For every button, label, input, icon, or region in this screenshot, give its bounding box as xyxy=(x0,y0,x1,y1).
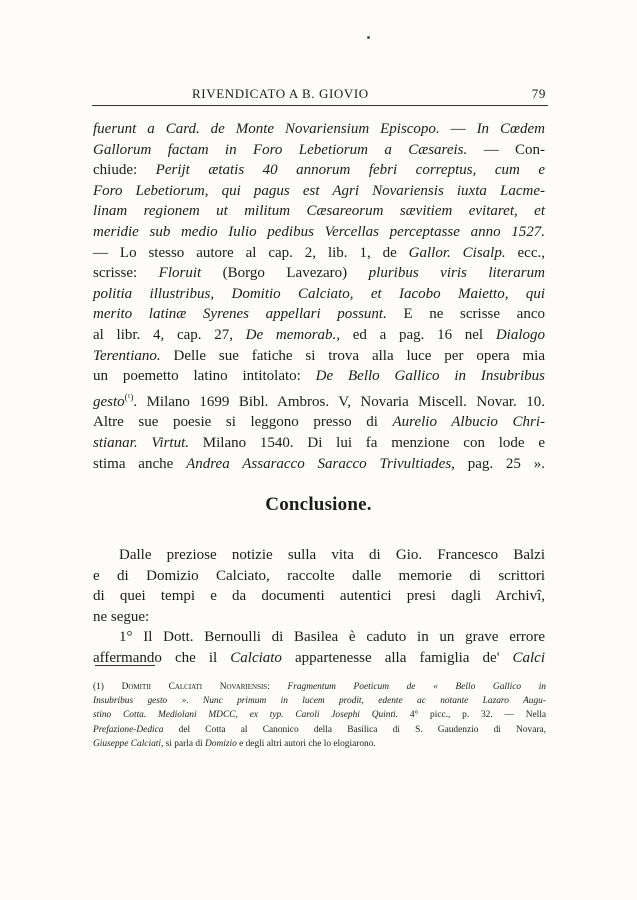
footnote-line: stino Cotta. Mediolani MDCC, ex typ. Caroli Josephi Quinti. 4° picc., p. 32. — Nella xyxy=(93,710,547,721)
text-line: fuerunt a Card. de Monte Novariensium Episcopo. — In Cœdem xyxy=(93,121,545,137)
text-line: al libr. 4, cap. 27, De memorab., ed a pag. 16 nel Dialogo xyxy=(93,326,545,343)
text-line: — Lo stesso autore al cap. 2, lib. 1, de Gallor. Cisalp. ecc., xyxy=(93,244,545,261)
text-line: merito latinæ Syrenes appellari possunt. E ne scrisse anco xyxy=(93,306,545,323)
footnote-line: Prefazione-Dedica del Cotta al Canonico della Basilica di S. Gaudenzio di Novara, xyxy=(93,724,546,735)
text-line: politia illustribus, Domitio Calciato, et Iacobo Maietto, qui xyxy=(93,285,545,302)
text-line: stianar. Virtut. Milano 1540. Di lui fa menzione con lode e xyxy=(93,434,545,451)
page-speck xyxy=(367,36,370,39)
text-line: Dalle preziose notizie sulla vita di Gio. Francesco Balzi xyxy=(119,547,545,563)
running-title: RIVENDICATO A B. GIOVIO xyxy=(192,86,369,101)
text-line: e di Domizio Calciato, raccolte dalle memorie di scrittori xyxy=(93,567,545,584)
text-line: Altre sue poesie si leggono presso di Aurelio Albucio Chri- xyxy=(93,414,545,431)
text-line: linam regionem ut militum Cæsareorum sævitiem evitaret, et xyxy=(93,203,545,220)
text-line: gesto$^{(^1)}$. Milano 1699 Bibl. Ambros. V, Novaria Miscell. Novar. 10. xyxy=(93,391,545,410)
footnote-line: (1) Domitii Calciati Novariensis: Fragmentum Poeticum de « Bello Gallico in xyxy=(93,682,546,692)
text-line: Foro Lebetiorum, qui pagus est Agri Novariensis iuxta Lacme- xyxy=(93,182,545,199)
text-line: Gallorum factam in Foro Lebetiorum a Cæsareis. — Con- xyxy=(93,141,546,158)
running-head xyxy=(92,86,546,106)
text-line: chiude: Perijt ætatis 40 annorum febri correptus, cum e xyxy=(93,162,545,179)
footnote-line: Giuseppe Calciati, si parla di Domizio e degli altri autori che lo elogiarono. xyxy=(93,738,376,749)
text-line: Terentiano. Delle sue fatiche si trova alla luce per opera mia xyxy=(93,347,545,364)
section-heading: Conclusione. xyxy=(265,494,372,515)
text-line: stima anche Andrea Assaracco Saracco Trivultiades, pag. 25 ». xyxy=(93,455,545,472)
body-paragraph xyxy=(93,119,545,474)
text-line: scrisse: Floruit (Borgo Lavezaro) pluribus viris literarum xyxy=(93,265,545,282)
page-number: 79 xyxy=(531,86,546,101)
text-line: meridie sub medio Iulio pedibus Vercellas perceptasse anno 1527. xyxy=(93,223,545,240)
footnote-ref: (¹) xyxy=(124,391,134,402)
text-line: di quei tempi e da documenti autentici presi dagli Archivî, xyxy=(93,588,545,605)
conclusion-text xyxy=(93,545,545,669)
text-line: affermando che il Calciato appartenesse alla famiglia de' Calci xyxy=(93,649,545,666)
header-rule xyxy=(92,105,548,106)
text-line: 1° Il Dott. Bernoulli di Basilea è caduto in un grave errore xyxy=(119,629,545,646)
footnote-line: Insubribus gesto ». Nunc primum in lucem prodit, edente ac notante Lazaro Augu- xyxy=(93,696,546,707)
footnote-rule xyxy=(95,665,155,666)
text-line: ne segue: xyxy=(93,608,150,625)
text-line: un poemetto latino intitolato: De Bello Gallico in Insubribus xyxy=(93,368,546,385)
footnote xyxy=(93,680,546,751)
